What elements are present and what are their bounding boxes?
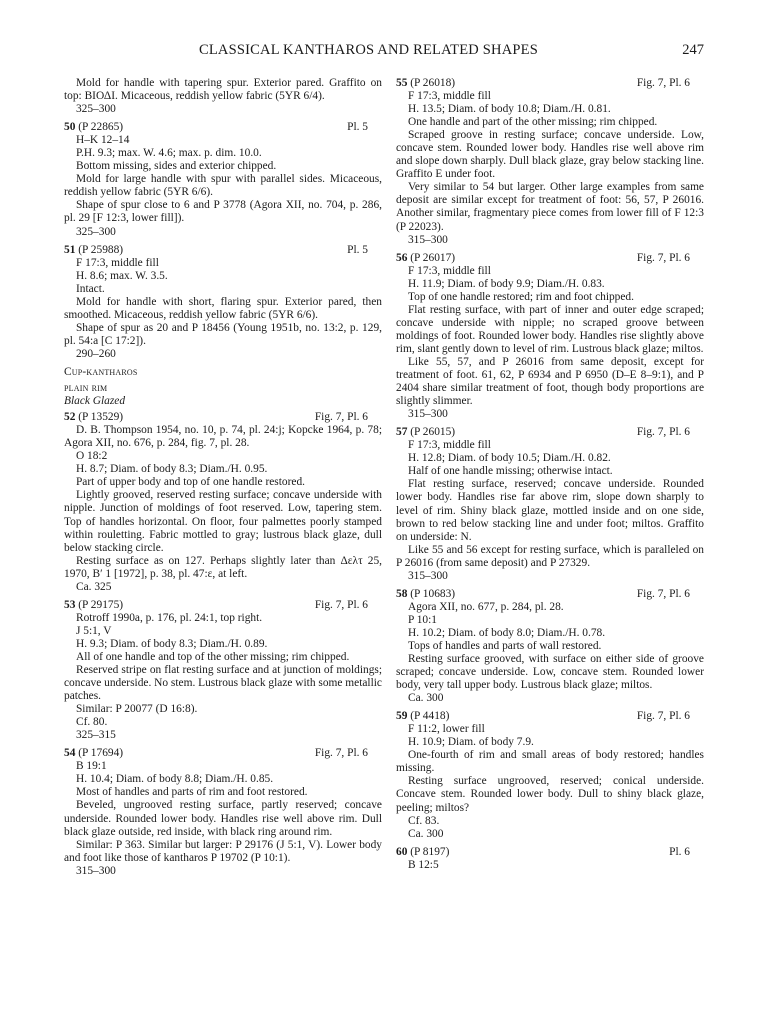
body-paragraph: Beveled, ungrooved resting surface, partly reserved; concave underside. Rounded lower body. Handles rise well above rim. Dull black glaze outside, red inside, with black ring around rim.	[64, 799, 382, 838]
inventory-number: (P 26018)	[410, 77, 456, 89]
catalog-entry-heading	[64, 411, 382, 424]
figure-plate-reference: Fig. 7, Pl. 6	[636, 77, 690, 89]
inventory-number: (P 17694)	[78, 747, 124, 760]
body-line: H. 9.3; Diam. of body 8.3; Diam./H. 0.89.	[75, 637, 268, 650]
body-line: H. 11.9; Diam. of body 9.9; Diam./H. 0.83.	[407, 277, 605, 290]
body-paragraph: Like 55, 57, and P 26016 from same deposit, except for treatment of foot. 61, 62, P 6934 and P 6950 (D–E 8–9:1), and P 2404 share similar treatment of foot, though body proportions are slightly slimmer.	[396, 355, 704, 408]
figure-plate-reference: Pl. 5	[347, 121, 368, 134]
body-paragraph: Shape of spur as 20 and P 18456 (Young 1951b, no. 13:2, p. 129, pl. 54:a [C 17:2]).	[64, 321, 382, 347]
body-paragraph: Resting surface grooved, with surface on either side of groove scraped; concave underside. Low, concave stem. Rounded lower body, very tall upper body. Lustrous black glaze; miltos.	[396, 653, 704, 692]
catalog-entry-heading	[64, 599, 382, 612]
body-line: 290–260	[75, 347, 116, 360]
inventory-number: (P 25988)	[78, 243, 124, 256]
body-line: Ca. 300	[407, 692, 444, 705]
body-line: O 18:2	[75, 450, 108, 463]
body-line: Cf. 83.	[407, 814, 440, 827]
right-column	[396, 77, 704, 872]
body-line: H. 13.5; Diam. of body 10.8; Diam./H. 0.81.	[407, 103, 611, 116]
body-paragraph: Lightly grooved, reserved resting surface; concave underside with nipple. Junction of moldings of foot reserved. Low, tapering stem. Top of handles horizontal. On floor, four palmettes poorly stamped within rouletting. Fabric mottled to gray; lustrous black glaze, dull below stacking circle.	[64, 489, 382, 554]
body-line: H–K 12–14	[75, 134, 130, 147]
body-line: H. 10.4; Diam. of body 8.8; Diam./H. 0.85.	[75, 773, 274, 786]
body-line: Cf. 80.	[75, 716, 108, 729]
catalog-entry-heading	[396, 77, 704, 90]
body-line: 315–300	[407, 233, 448, 246]
entry-number: 51	[64, 243, 76, 256]
body-line: H. 10.2; Diam. of body 8.0; Diam./H. 0.78.	[407, 626, 606, 639]
entry-id	[396, 710, 449, 723]
catalog-entry-heading	[64, 244, 382, 257]
body-paragraph: Reserved stripe on flat resting surface and at junction of moldings; concave underside. No stem. Lustrous black glaze with some metallic patches.	[64, 664, 382, 703]
entry-id	[396, 846, 449, 859]
body-line: Part of upper body and top of one handle restored.	[75, 476, 305, 489]
body-line: Tops of handles and parts of wall restored.	[407, 639, 602, 652]
figure-plate-reference: Fig. 7, Pl. 6	[314, 747, 368, 760]
entry-number: 58	[396, 587, 408, 600]
body-line: B 19:1	[75, 760, 107, 773]
catalog-entry-heading	[396, 588, 704, 601]
body-line: F 17:3, middle fill	[407, 439, 491, 452]
body-line: Ca. 325	[75, 580, 112, 593]
body-line: B 12:5	[407, 858, 439, 871]
section-heading: plain rim	[64, 382, 108, 395]
running-title: CLASSICAL KANTHAROS AND RELATED SHAPES	[199, 42, 538, 58]
inventory-number: (P 29175)	[78, 598, 124, 611]
body-paragraph: Very similar to 54 but larger. Other large examples from same deposit are similar except for treatment of foot: 56, 57, P 26016. Another similar, fragmentary piece comes from lower fill of F 12:3 (P 22023).	[396, 181, 704, 233]
entry-id	[396, 426, 455, 439]
body-line: Half of one handle missing; otherwise intact.	[407, 465, 613, 478]
body-line: F 17:3, middle fill	[407, 264, 491, 277]
body-line: H. 8.6; max. W. 3.5.	[75, 269, 168, 282]
entry-number: 57	[396, 426, 408, 439]
entry-number: 60	[396, 845, 408, 858]
body-line: Ca. 300	[407, 827, 444, 840]
figure-plate-reference: Fig. 7, Pl. 6	[636, 251, 690, 264]
entry-number: 56	[396, 251, 408, 264]
page-number: 247	[682, 42, 704, 58]
body-paragraph: Flat resting surface, with part of inner and outer edge scraped; concave underside with nipple; no scraped groove between moldings of foot. Rounded lower body. Handles rise slightly above rim, slant gently down to level of rim. Lustrous black glaze; miltos.	[396, 303, 704, 355]
body-line: Most of handles and parts of rim and foot restored.	[75, 786, 308, 799]
body-paragraph: Flat resting surface, reserved; concave underside. Rounded lower body. Handles rise far above rim, slope down sharply to level of rim. Shiny black glaze, mottled inside and on one side, brown to red below stacking line and under foot; miltos. Graffito on underside: N.	[396, 478, 704, 543]
catalog-entry-heading	[396, 710, 704, 723]
entry-number: 52	[64, 411, 76, 424]
inventory-number: (P 13529)	[78, 411, 124, 424]
body-line: H. 8.7; Diam. of body 8.3; Diam./H. 0.95.	[75, 463, 268, 476]
entry-id	[396, 588, 455, 601]
entry-id	[396, 252, 455, 265]
body-line: 315–300	[407, 569, 448, 582]
entry-id	[64, 411, 123, 424]
body-paragraph: Similar: P 363. Similar but larger: P 29176 (J 5:1, V). Lower body and foot like those of kantharos P 19702 (P 10:1).	[64, 838, 382, 864]
entry-number: 54	[64, 747, 76, 760]
body-paragraph: Mold for large handle with spur with parallel sides. Micaceous, reddish yellow fabric (5YR 6/6).	[64, 173, 382, 199]
figure-plate-reference: Pl. 5	[347, 243, 368, 256]
entry-number: 55	[396, 77, 408, 89]
figure-plate-reference: Fig. 7, Pl. 6	[636, 710, 690, 723]
body-line: H. 10.9; Diam. of body 7.9.	[407, 736, 534, 749]
entry-id	[396, 77, 455, 90]
catalog-entry-heading	[396, 252, 704, 265]
body-line: P.H. 9.3; max. W. 4.6; max. p. dim. 10.0.	[75, 147, 262, 160]
body-line: Rotroff 1990a, p. 176, pl. 24:1, top right.	[75, 611, 263, 624]
figure-plate-reference: Fig. 7, Pl. 6	[314, 598, 368, 611]
left-column	[64, 77, 382, 878]
entry-id	[64, 121, 123, 134]
figure-plate-reference: Pl. 6	[669, 845, 690, 858]
inventory-number: (P 8197)	[410, 845, 450, 858]
body-paragraph: One-fourth of rim and small areas of body restored; handles missing.	[396, 749, 704, 775]
body-paragraph: Mold for handle with short, flaring spur. Exterior pared, then smoothed. Micaceous, reddish yellow fabric (5YR 6/6).	[64, 295, 382, 321]
figure-plate-reference: Fig. 7, Pl. 6	[636, 426, 690, 439]
body-line: P 10:1	[407, 613, 437, 626]
body-line: Similar: P 20077 (D 16:8).	[75, 703, 198, 716]
catalog-entry-heading	[64, 747, 382, 760]
catalog-entry-heading	[396, 426, 704, 439]
body-paragraph: Resting surface as on 127. Perhaps slightly later than Δελτ 25, 1970, Β′ 1 [1972], p. 38, pl. 47:ε, at left.	[64, 554, 382, 580]
body-line: Top of one handle restored; rim and foot chipped.	[407, 290, 634, 303]
body-line: F 11:2, lower fill	[407, 723, 485, 736]
figure-plate-reference: Fig. 7, Pl. 6	[314, 411, 368, 424]
body-line: Agora XII, no. 677, p. 284, pl. 28.	[407, 600, 564, 613]
entry-id	[64, 599, 123, 612]
entry-id	[64, 747, 123, 760]
inventory-number: (P 10683)	[410, 587, 456, 600]
body-line: F 17:3, middle fill	[75, 256, 159, 269]
entry-id	[64, 244, 123, 257]
body-paragraph: D. B. Thompson 1954, no. 10, p. 74, pl. 24:j; Kopcke 1964, p. 78; Agora XII, no. 676, p. 284, fig. 7, pl. 28.	[64, 424, 382, 450]
subsection-heading: Black Glazed	[64, 395, 126, 408]
catalog-entry-heading	[396, 846, 704, 859]
catalog-entry-heading	[64, 121, 382, 134]
body-line: 325–300	[75, 103, 116, 116]
inventory-number: (P 26015)	[410, 426, 456, 439]
body-paragraph: Scraped groove in resting surface; concave underside. Low, concave stem. Rounded lower body. Handles rise well above rim and slope down sharply. Dull black glaze, gray below stacking line. Graffito Ε under foot.	[396, 129, 704, 181]
body-line: J 5:1, V	[75, 624, 112, 637]
body-line: 325–315	[75, 729, 116, 742]
body-paragraph: Shape of spur close to 6 and P 3778 (Agora XII, no. 704, p. 286, pl. 29 [F 12:3, lower fill]).	[64, 199, 382, 225]
body-line: All of one handle and top of the other missing; rim chipped.	[75, 650, 350, 663]
body-paragraph: Resting surface ungrooved, reserved; conical underside. Concave stem. Rounded lower body. Dull to shiny black glaze, peeling; miltos?	[396, 775, 704, 814]
entry-number: 59	[396, 710, 408, 723]
body-line: H. 12.8; Diam. of body 10.5; Diam./H. 0.82.	[407, 452, 611, 465]
body-line: Intact.	[75, 282, 105, 295]
entry-number: 53	[64, 598, 76, 611]
body-line: F 17:3, middle fill	[407, 90, 491, 103]
section-heading: Cup-kantharos	[64, 365, 138, 378]
body-line: Bottom missing, sides and exterior chipped.	[75, 160, 277, 173]
entry-number: 50	[64, 121, 76, 134]
body-line: 315–300	[75, 864, 116, 877]
body-line: 315–300	[407, 408, 448, 421]
body-line: One handle and part of the other missing; rim chipped.	[407, 116, 658, 129]
inventory-number: (P 4418)	[410, 710, 450, 723]
figure-plate-reference: Fig. 7, Pl. 6	[636, 587, 690, 600]
inventory-number: (P 26017)	[410, 251, 456, 264]
inventory-number: (P 22865)	[78, 121, 124, 134]
body-paragraph: Like 55 and 56 except for resting surface, which is paralleled on P 26016 (from same deposit) and P 27329.	[396, 543, 704, 569]
body-line: 325–300	[75, 225, 116, 238]
page-header	[64, 42, 704, 60]
body-paragraph: Mold for handle with tapering spur. Exterior pared. Graffito on top: ΒΙΟΔΙ. Micaceous, reddish yellow fabric (5YR 6/4).	[64, 77, 382, 103]
